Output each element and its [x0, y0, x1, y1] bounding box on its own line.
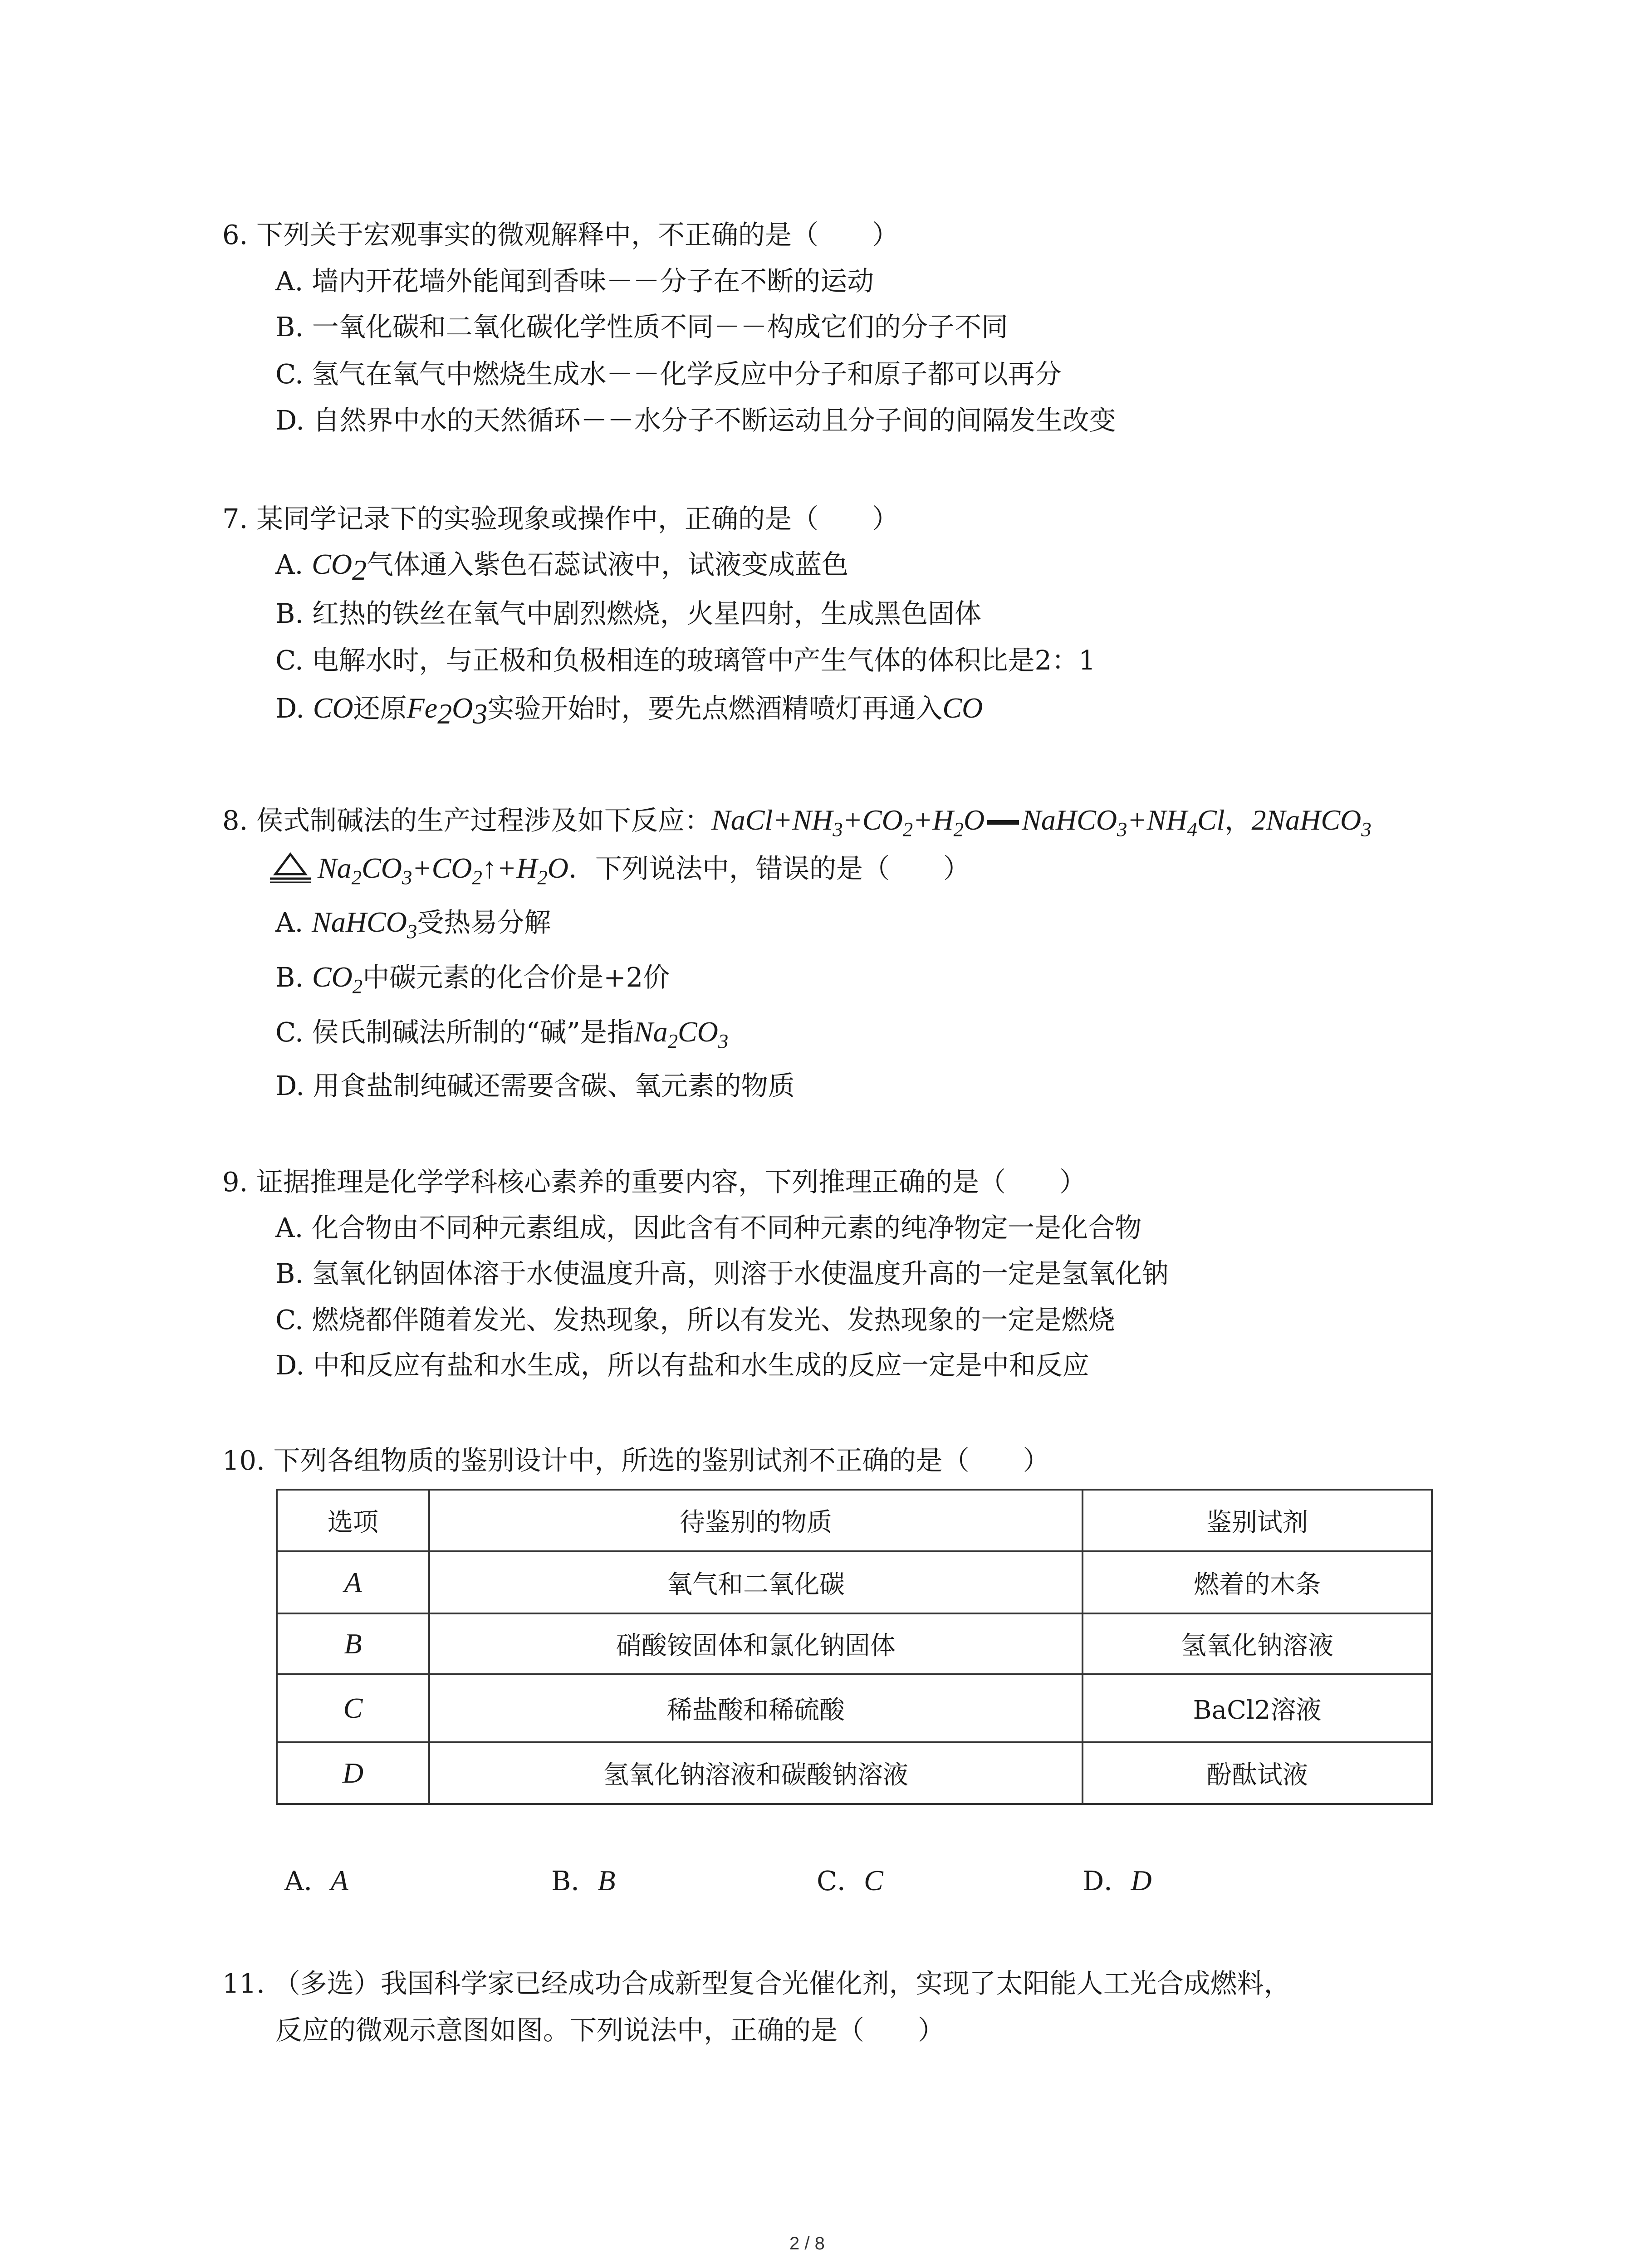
q7-d-mid1: 还原: [353, 693, 407, 724]
q11-stem-line1: 11. （多选）我国科学家已经成功合成新型复合光催化剂，实现了太阳能人工光合成燃料，: [222, 1968, 1291, 1999]
q7-d-prefix: D.: [275, 693, 313, 724]
q7-a-sub: 2: [352, 553, 367, 586]
q10-stem: 10. 下列各组物质的鉴别设计中，所选的鉴别试剂不正确的是（ ）: [222, 1445, 1050, 1476]
q7-stem: 7. 某同学记录下的实验现象或操作中，正确的是（ ）: [222, 503, 899, 534]
heating-delta-icon: [270, 851, 311, 883]
q8-stem-pre: 8. 侯式制碱法的生产过程涉及如下反应：: [222, 805, 712, 836]
q10-choice-c: [817, 1862, 883, 1899]
table-cell-substances: 氢氧化钠溶液和碳酸钠溶液: [429, 1742, 1083, 1804]
q8-stem-line2: [318, 850, 970, 895]
equals-arrow-icon: [987, 820, 1019, 825]
table-cell-option: C: [277, 1674, 429, 1742]
q7-d-o: O: [452, 692, 473, 724]
q7-a-formula: CO: [312, 548, 353, 580]
q7-option-c: C. 电解水时，与正极和负极相连的玻璃管中产生气体的体积比是2：1: [275, 645, 1096, 676]
q7-d-o-sub: 3: [473, 697, 488, 730]
table-row: [277, 1613, 1432, 1674]
q8-option-a: [275, 904, 551, 949]
choice-prefix: B．: [551, 1865, 598, 1897]
q10-choice-a: [284, 1862, 348, 1899]
table-cell-option: B: [277, 1613, 429, 1674]
q7-a-prefix: A.: [275, 549, 312, 580]
q7-d-mid2: 实验开始时，要先点燃酒精喷灯再通入: [487, 693, 943, 724]
choice-letter: A: [330, 1864, 348, 1897]
table-header-row: [277, 1490, 1432, 1551]
q8-option-d: D. 用食盐制纯碱还需要含碳、氧元素的物质: [275, 1070, 795, 1101]
q7-d-fe: Fe: [407, 692, 438, 724]
choice-prefix: D．: [1083, 1865, 1131, 1897]
q10-choice-d: [1083, 1862, 1152, 1899]
q8-a-formula: NaHCO$_3$: [312, 906, 417, 943]
table-cell-substances: 硝酸铵固体和氯化钠固体: [429, 1613, 1083, 1674]
table-row: [277, 1742, 1432, 1804]
q8-option-b: [275, 959, 670, 1004]
q8-eq2-rhs: $Na_2CO_3+CO_2↑+H_2O$: [318, 852, 568, 889]
choice-prefix: C．: [817, 1865, 864, 1897]
q7-d-fe-sub: 2: [437, 697, 452, 730]
q7-d-formula2: CO: [942, 692, 983, 724]
q8-a-text: 受热易分解: [417, 907, 551, 938]
table-cell-substances: 氧气和二氧化碳: [429, 1551, 1083, 1613]
table-cell-reagent: 酚酞试液: [1083, 1742, 1432, 1804]
q8-b-formula: $CO_2$: [312, 961, 363, 997]
table-row: [277, 1674, 1432, 1742]
q11-stem-line2: 反应的微观示意图如图。下列说法中，正确的是（ ）: [275, 2014, 945, 2046]
table-cell-reagent: BaCl2溶液: [1083, 1674, 1432, 1742]
q8-stem-line1: [222, 802, 1372, 847]
q8-c-text: C. 侯氏制碱法所制的“碱”是指: [275, 1017, 634, 1048]
choice-letter: D: [1131, 1864, 1152, 1897]
choice-letter: C: [864, 1864, 883, 1897]
choice-prefix: A．: [284, 1865, 331, 1897]
choice-letter: B: [598, 1864, 616, 1897]
q7-option-a: [275, 546, 848, 588]
q8-eq2-lhs: 2NaHCO$_3$: [1251, 804, 1372, 841]
q9-option-c: C. 燃烧都伴随着发光、发热现象，所以有发光、发热现象的一定是燃烧: [275, 1304, 1115, 1335]
q7-option-b: B. 红热的铁丝在氧气中剧烈燃烧，火星四射，生成黑色固体: [275, 598, 981, 629]
table-header-reagent: 鉴别试剂: [1083, 1490, 1432, 1551]
table-row: [277, 1551, 1432, 1613]
q8-c-formula: $Na_2CO_3$: [633, 1016, 729, 1052]
q8-stem-post: ．下列说法中，错误的是（ ）: [568, 853, 970, 884]
q10-choice-b: [551, 1862, 615, 1899]
table-header-option: 选项: [277, 1490, 429, 1551]
q7-a-text: 气体通入紫色石蕊试液中，试液变成蓝色: [367, 549, 849, 580]
q6-option-c: C. 氢气在氧气中燃烧生成水－－化学反应中分子和原子都可以再分: [275, 358, 1062, 390]
q8-b-text: 中碳元素的化合价是+2价: [362, 962, 670, 993]
q6-stem: 6. 下列关于宏观事实的微观解释中，不正确的是（ ）: [222, 219, 899, 250]
q8-option-c: [275, 1014, 728, 1059]
q6-option-b: B. 一氧化碳和二氧化碳化学性质不同－－构成它们的分子不同: [275, 311, 1008, 342]
q9-option-b: B. 氢氧化钠固体溶于水使温度升高，则溶于水使温度升高的一定是氢氧化钠: [275, 1258, 1169, 1289]
table-cell-substances: 稀盐酸和稀硫酸: [429, 1674, 1083, 1742]
table-cell-reagent: 燃着的木条: [1083, 1551, 1432, 1613]
q6-option-d: D. 自然界中水的天然循环－－水分子不断运动且分子间的间隔发生改变: [275, 405, 1116, 436]
q8-eq-sep: ，: [1225, 805, 1252, 836]
table-cell-option: D: [277, 1742, 429, 1804]
table-header-substances: 待鉴别的物质: [429, 1490, 1083, 1551]
q9-option-a: A. 化合物由不同种元素组成，因此含有不同种元素的纯净物定一是化合物: [275, 1212, 1142, 1243]
q6-option-a: A. 墙内开花墙外能闻到香味－－分子在不断的运动: [275, 265, 874, 297]
q10-table: [276, 1489, 1433, 1805]
q7-option-d: [275, 690, 983, 732]
page-number: 2 / 8: [789, 2234, 825, 2253]
q8-b-prefix: B.: [275, 962, 312, 993]
table-cell-option: A: [277, 1551, 429, 1613]
table-cell-reagent: 氢氧化钠溶液: [1083, 1613, 1432, 1674]
q8-a-prefix: A.: [275, 907, 312, 938]
q9-option-d: D. 中和反应有盐和水生成，所以有盐和水生成的反应一定是中和反应: [275, 1349, 1089, 1381]
q9-stem: 9. 证据推理是化学学科核心素养的重要内容，下列推理正确的是（ ）: [222, 1166, 1087, 1198]
q7-d-formula1: CO: [313, 692, 353, 724]
q8-eq1-lhs: $NaCl+NH_3+CO_2+H_2O$: [711, 804, 985, 841]
q8-eq1-rhs: $NaHCO_3+NH_4Cl$: [1022, 804, 1225, 841]
